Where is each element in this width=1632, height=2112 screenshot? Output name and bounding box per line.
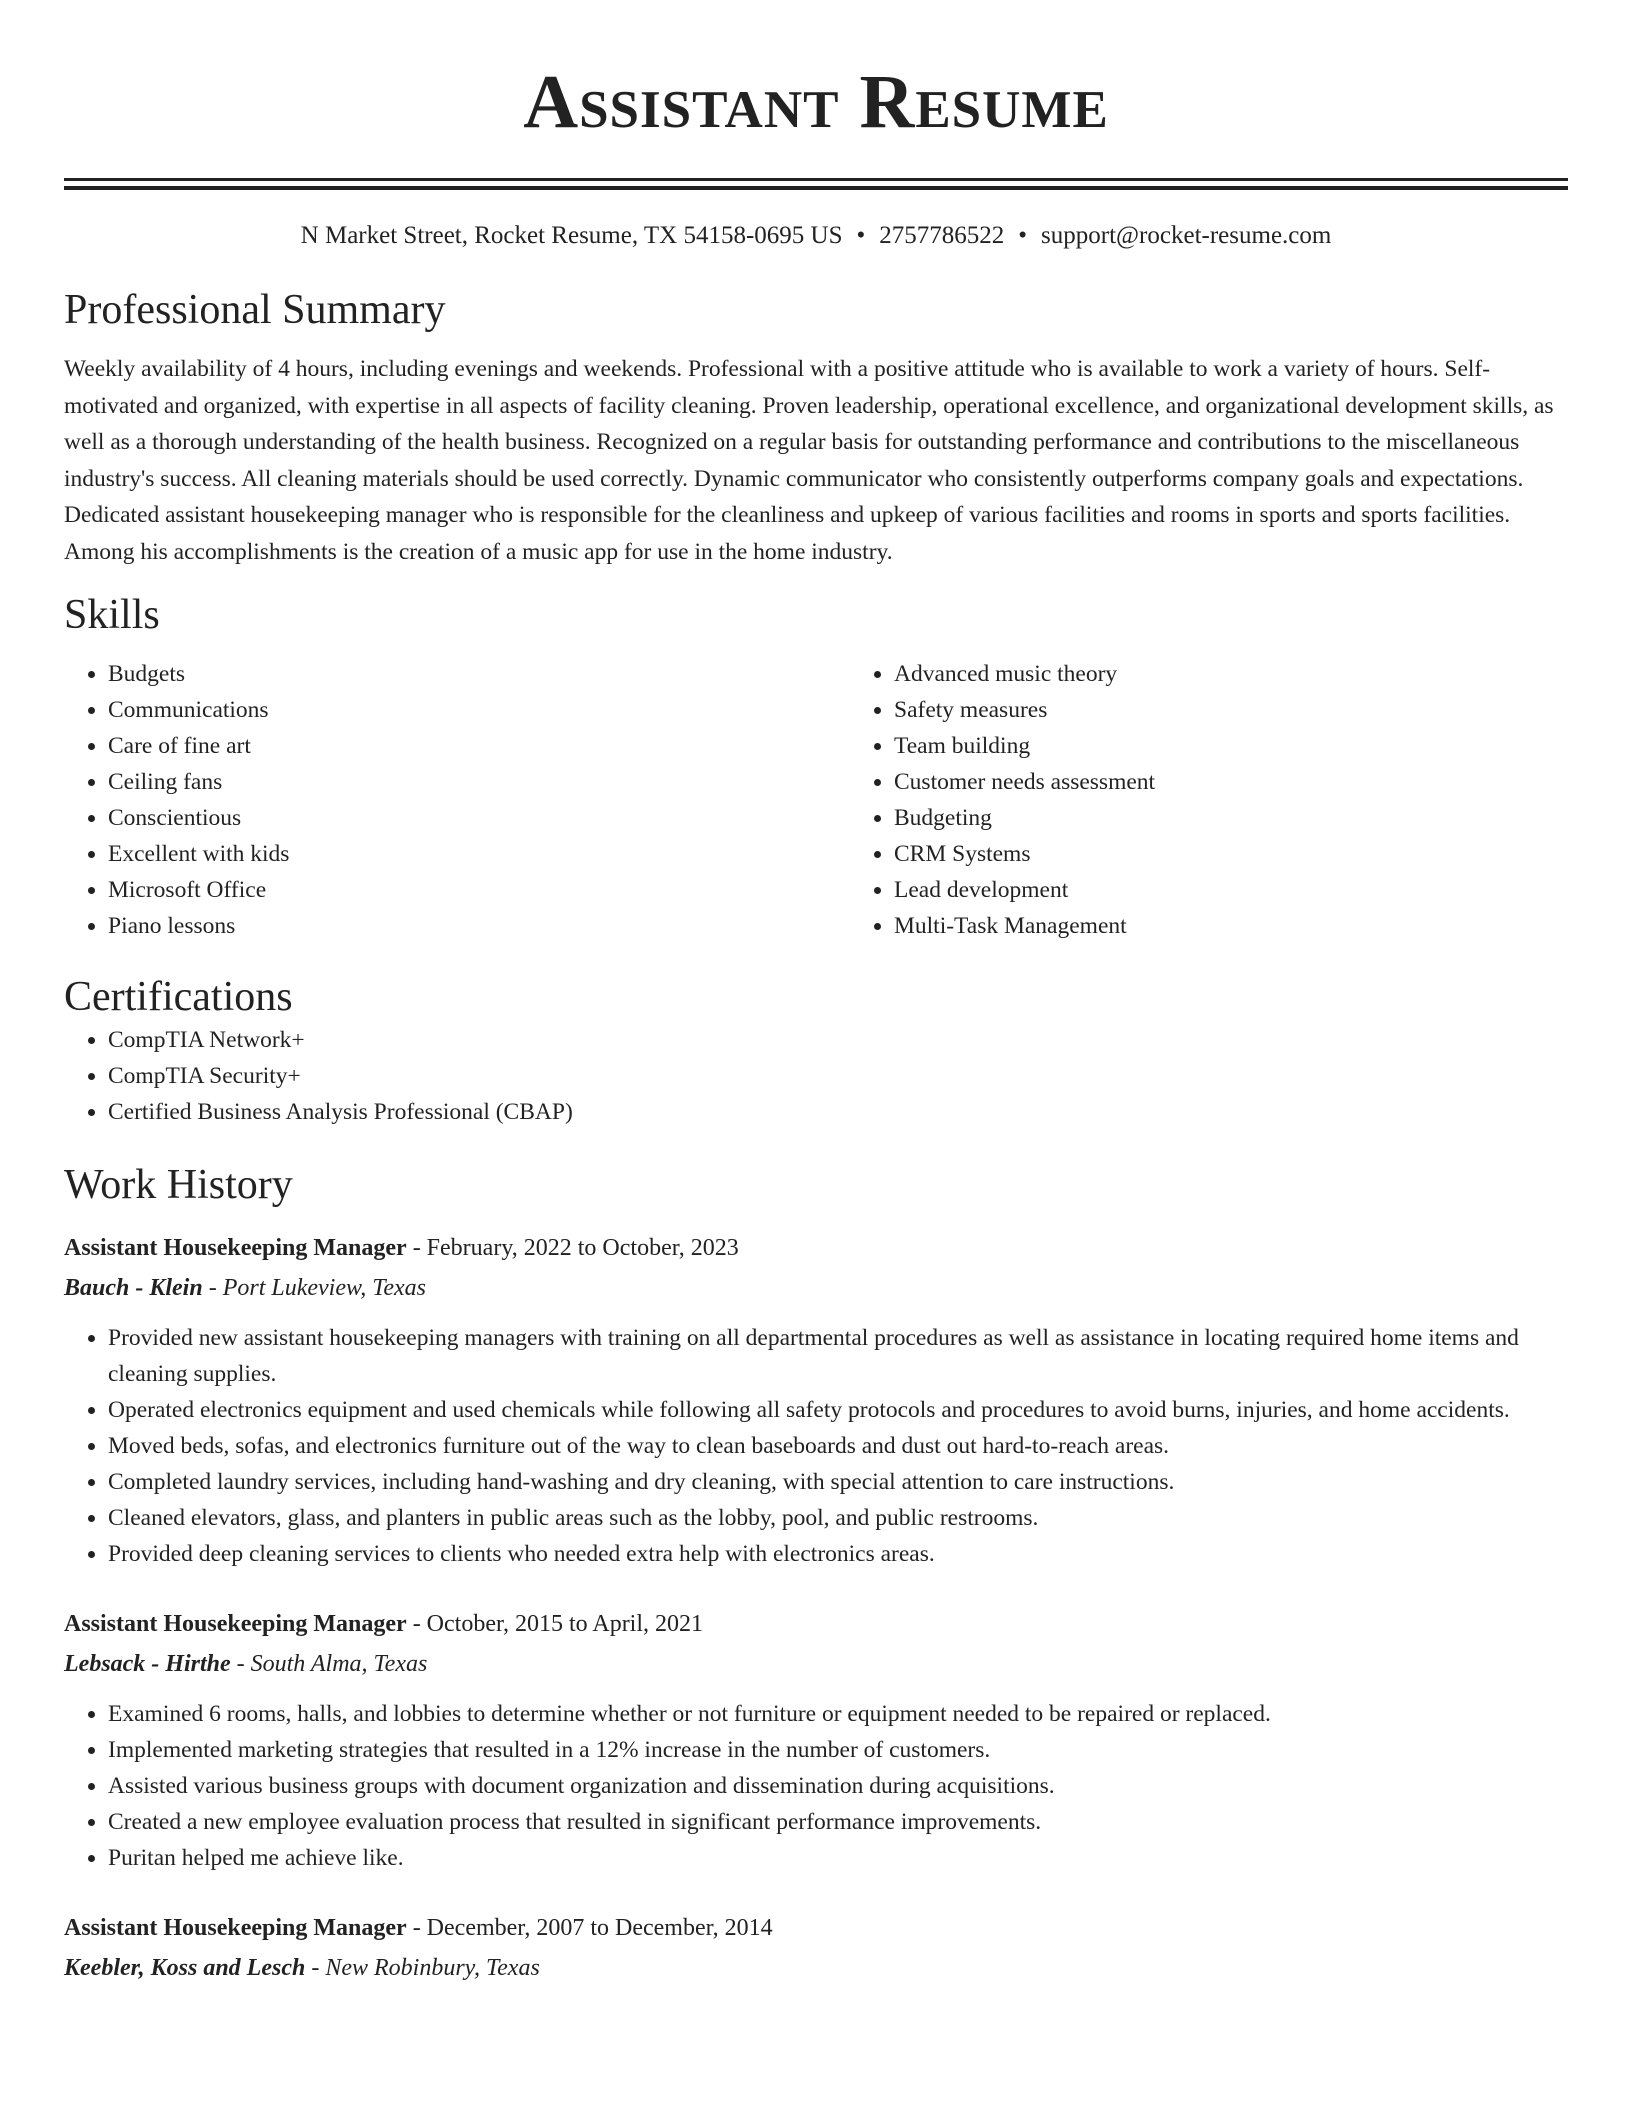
job-location: - New Robinbury, Texas (305, 1955, 540, 1981)
job-company: Lebsack - Hirthe (64, 1651, 231, 1677)
skill-item: • Lead development (894, 872, 1632, 908)
skill-item: • Microsoft Office (108, 872, 850, 908)
skill-item: • Conscientious (108, 800, 850, 836)
job-duty: • Puritan helped me achieve like. (108, 1840, 1568, 1876)
certification-item: • CompTIA Network+ (108, 1022, 1568, 1058)
skill-item: • Safety measures (894, 692, 1632, 728)
job-title-line (64, 1604, 1568, 1644)
job-duties-list (64, 1696, 1568, 1876)
contact-separator: • (856, 222, 866, 249)
summary-heading: Professional Summary (64, 287, 446, 333)
header-divider (64, 178, 1568, 190)
job-duty: • Assisted various business groups with document organization and dissemination during acquisitions. (108, 1768, 1568, 1804)
certification-item: • Certified Business Analysis Professional (CBAP) (108, 1094, 1568, 1130)
job-duty: • Moved beds, sofas, and electronics furniture out of the way to clean baseboards and dust out hard-to-reach areas. (108, 1428, 1568, 1464)
skills-columns (64, 656, 1568, 944)
job-entry (64, 1908, 1568, 1988)
skill-item: • Care of fine art (108, 728, 850, 764)
job-title-line (64, 1228, 1568, 1268)
job-company-line (64, 1644, 1568, 1684)
skill-item: • CRM Systems (894, 836, 1632, 872)
job-duty: • Created a new employee evaluation process that resulted in significant performance improvements. (108, 1804, 1568, 1840)
skill-item: • Budgeting (894, 800, 1632, 836)
skill-item: • Communications (108, 692, 850, 728)
job-duty: • Provided deep cleaning services to clients who needed extra help with electronics areas. (108, 1536, 1568, 1572)
job-company-line (64, 1268, 1568, 1308)
job-company-line (64, 1948, 1568, 1988)
job-location: - Port Lukeview, Texas (202, 1275, 427, 1301)
skill-item: • Advanced music theory (894, 656, 1632, 692)
certification-item: • CompTIA Security+ (108, 1058, 1568, 1094)
job-dates: - October, 2015 to April, 2021 (406, 1611, 704, 1637)
skill-item: • Ceiling fans (108, 764, 850, 800)
job-dates: - February, 2022 to October, 2023 (406, 1235, 739, 1261)
job-duties-list (64, 1320, 1568, 1572)
job-entry (64, 1228, 1568, 1572)
summary-text: Weekly availability of 4 hours, including evenings and weekends. Professional with a positive attitude who is available to work a variety of hours. Self-motivated and organized, with expertise in all aspects of facility cleaning. Proven leadership, operational excellence, and organizational development skills, as well as a thorough understanding of the health business. Recognized on a regular basis for outstanding performance and contributions to the miscellaneous industry's success. All cleaning materials should be used correctly. Dynamic communicator who consistently outperforms company goals and expectations. Dedicated assistant housekeeping manager who is responsible for the cleanliness and upkeep of various facilities and rooms in sports and sports facilities. Among his accomplishments is the creation of a music app for use in the home industry. (64, 356, 1554, 565)
job-duty: • Implemented marketing strategies that resulted in a 12% increase in the number of customers. (108, 1732, 1568, 1768)
contact-email: support@rocket-resume.com (1041, 222, 1332, 249)
contact-phone: 2757786522 (879, 222, 1005, 249)
job-title: Assistant Housekeeping Manager (64, 1611, 407, 1637)
skill-item: • Excellent with kids (108, 836, 850, 872)
certifications-heading: Certifications (64, 974, 293, 1020)
contact-separator: • (1018, 222, 1028, 249)
skills-list-right (850, 656, 1632, 944)
skill-item: • Budgets (108, 656, 850, 692)
job-duty: • Completed laundry services, including hand-washing and dry cleaning, with special attention to care instructions. (108, 1464, 1568, 1500)
job-duty: • Cleaned elevators, glass, and planters in public areas such as the lobby, pool, and public restrooms. (108, 1500, 1568, 1536)
contact-address: N Market Street, Rocket Resume, TX 54158-0695 US (300, 222, 843, 249)
skill-item: • Piano lessons (108, 908, 850, 944)
skills-heading: Skills (64, 592, 160, 638)
skill-item: • Multi-Task Management (894, 908, 1632, 944)
work-history-heading: Work History (64, 1162, 293, 1208)
job-company: Bauch - Klein (64, 1275, 203, 1301)
job-title: Assistant Housekeeping Manager (64, 1235, 407, 1261)
job-duty: • Provided new assistant housekeeping managers with training on all departmental procedures as well as assistance in locating required home items and cleaning supplies. (108, 1320, 1568, 1392)
job-title-line (64, 1908, 1568, 1948)
job-location: - South Alma, Texas (230, 1651, 428, 1677)
job-dates: - December, 2007 to December, 2014 (406, 1915, 773, 1941)
certifications-list (64, 1022, 1568, 1130)
job-duty: • Operated electronics equipment and used chemicals while following all safety protocols and procedures to avoid burns, injuries, and home accidents. (108, 1392, 1568, 1428)
skills-list-left (64, 656, 850, 944)
skill-item: • Team building (894, 728, 1632, 764)
job-title: Assistant Housekeeping Manager (64, 1915, 407, 1941)
contact-line (64, 221, 1568, 251)
job-company: Keebler, Koss and Lesch (64, 1955, 306, 1981)
job-duty: • Examined 6 rooms, halls, and lobbies to determine whether or not furniture or equipment needed to be repaired or replaced. (108, 1696, 1568, 1732)
job-entry (64, 1604, 1568, 1876)
resume-name: Assistant Resume (523, 60, 1109, 144)
skill-item: • Customer needs assessment (894, 764, 1632, 800)
